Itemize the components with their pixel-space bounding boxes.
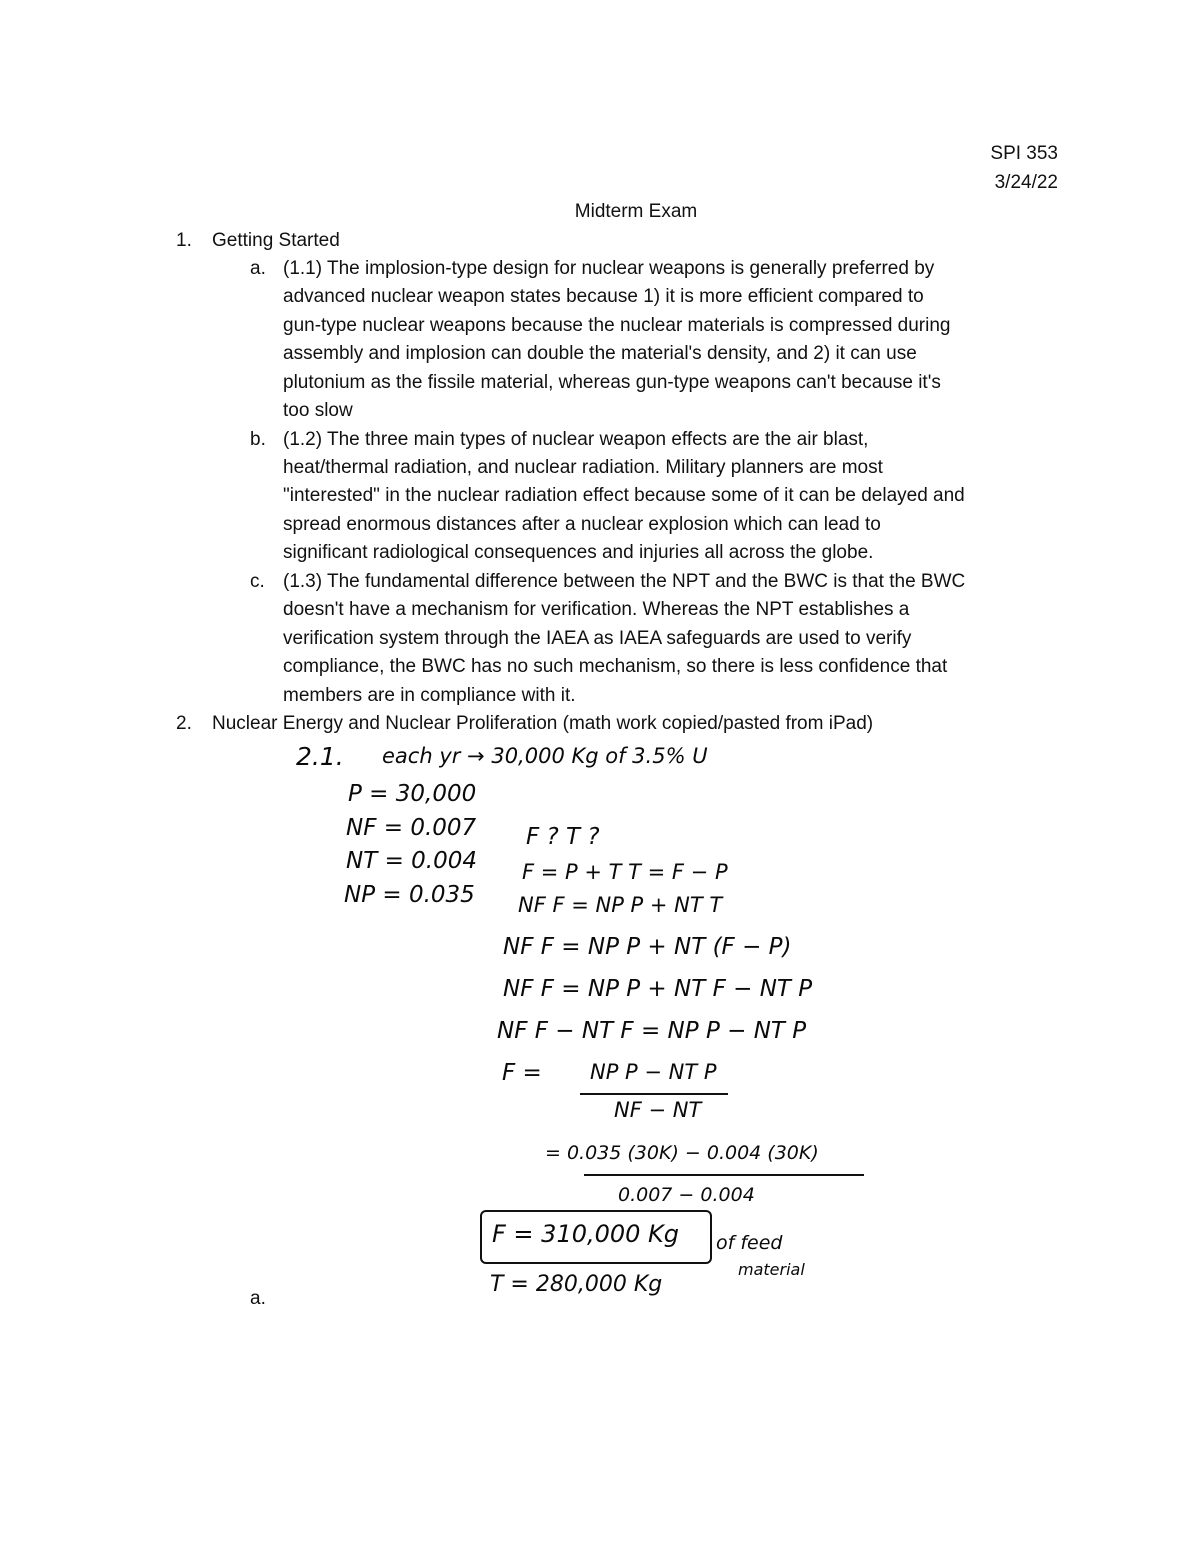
q1b-marker: b. xyxy=(250,429,266,450)
q1c-line: verification system through the IAEA as IAEA safeguards are used to verify xyxy=(283,628,912,649)
hw-heading-text: each yr → 30,000 Kg of 3.5% U xyxy=(382,744,708,768)
hw-equation: NF F − NT F = NP P − NT P xyxy=(497,1018,807,1044)
q1a-marker: a. xyxy=(250,258,266,279)
q2-heading: Nuclear Energy and Nuclear Proliferation (math work copied/pasted from iPad) xyxy=(212,713,874,734)
q1a-line: gun-type nuclear weapons because the nuclear materials is compressed during xyxy=(283,315,951,336)
q1-number: 1. xyxy=(176,230,192,251)
hw-fraction-lhs: F = xyxy=(502,1060,542,1086)
q1c-line: members are in compliance with it. xyxy=(283,685,576,706)
q1b-line: significant radiological consequences and injuries all across the globe. xyxy=(283,542,874,563)
hw-fraction-numerator: NP P − NT P xyxy=(590,1060,717,1084)
q2a-marker: a. xyxy=(250,1288,266,1309)
hw-substitution-numerator: = 0.035 (30K) − 0.004 (30K) xyxy=(545,1142,819,1164)
hw-answer-note: of feed xyxy=(716,1232,783,1254)
q1a-line: (1.1) The implosion-type design for nuclear weapons is generally preferred by xyxy=(283,258,935,279)
q1b-line: (1.2) The three main types of nuclear weapon effects are the air blast, xyxy=(283,429,869,450)
hw-given: NF = 0.007 xyxy=(346,815,477,841)
hw-equation: NF F = NP P + NT F − NT P xyxy=(503,976,813,1002)
q1c-line: (1.3) The fundamental difference between the NPT and the BWC is that the BWC xyxy=(283,571,966,592)
hw-substitution-bar xyxy=(584,1174,864,1176)
page-title: Midterm Exam xyxy=(574,201,698,222)
hw-substitution-denominator: 0.007 − 0.004 xyxy=(618,1184,755,1206)
q1b-line: heat/thermal radiation, and nuclear radiation. Military planners are most xyxy=(283,457,883,478)
q1c-line: doesn't have a mechanism for verification. Whereas the NPT establishes a xyxy=(283,599,910,620)
q1b-line: spread enormous distances after a nuclear explosion which can lead to xyxy=(283,514,881,535)
course-code: SPI 353 xyxy=(990,143,1058,164)
q2-number: 2. xyxy=(176,713,192,734)
q1a-line: too slow xyxy=(283,400,353,421)
hw-answer-tails: T = 280,000 Kg xyxy=(490,1272,663,1297)
hw-equation: NF F = NP P + NT (F − P) xyxy=(503,934,792,960)
q1a-line: assembly and implosion can double the material's density, and 2) it can use xyxy=(283,343,917,364)
hw-fraction-bar xyxy=(580,1093,728,1095)
hw-equation: F = P + T T = F − P xyxy=(522,860,728,884)
q1a-line: plutonium as the fissile material, whereas gun-type weapons can't because it's xyxy=(283,372,941,393)
hw-fraction-denominator: NF − NT xyxy=(614,1098,702,1122)
exam-date: 3/24/22 xyxy=(994,172,1058,193)
hw-given: NP = 0.035 xyxy=(344,882,475,908)
q1c-marker: c. xyxy=(250,571,265,592)
hw-question: F ? T ? xyxy=(526,824,600,850)
q1-heading: Getting Started xyxy=(212,230,340,251)
hw-answer-feed: F = 310,000 Kg xyxy=(492,1220,680,1248)
hw-given: NT = 0.004 xyxy=(346,848,477,874)
q1a-line: advanced nuclear weapon states because 1) it is more efficient compared to xyxy=(283,286,924,307)
hw-answer-note: material xyxy=(738,1260,805,1279)
q1c-line: compliance, the BWC has no such mechanism, so there is less confidence that xyxy=(283,656,948,677)
hw-heading-number: 2.1. xyxy=(296,742,344,771)
q1b-line: "interested" in the nuclear radiation effect because some of it can be delayed and xyxy=(283,485,965,506)
hw-equation: NF F = NP P + NT T xyxy=(518,893,723,917)
hw-given: P = 30,000 xyxy=(348,781,477,807)
